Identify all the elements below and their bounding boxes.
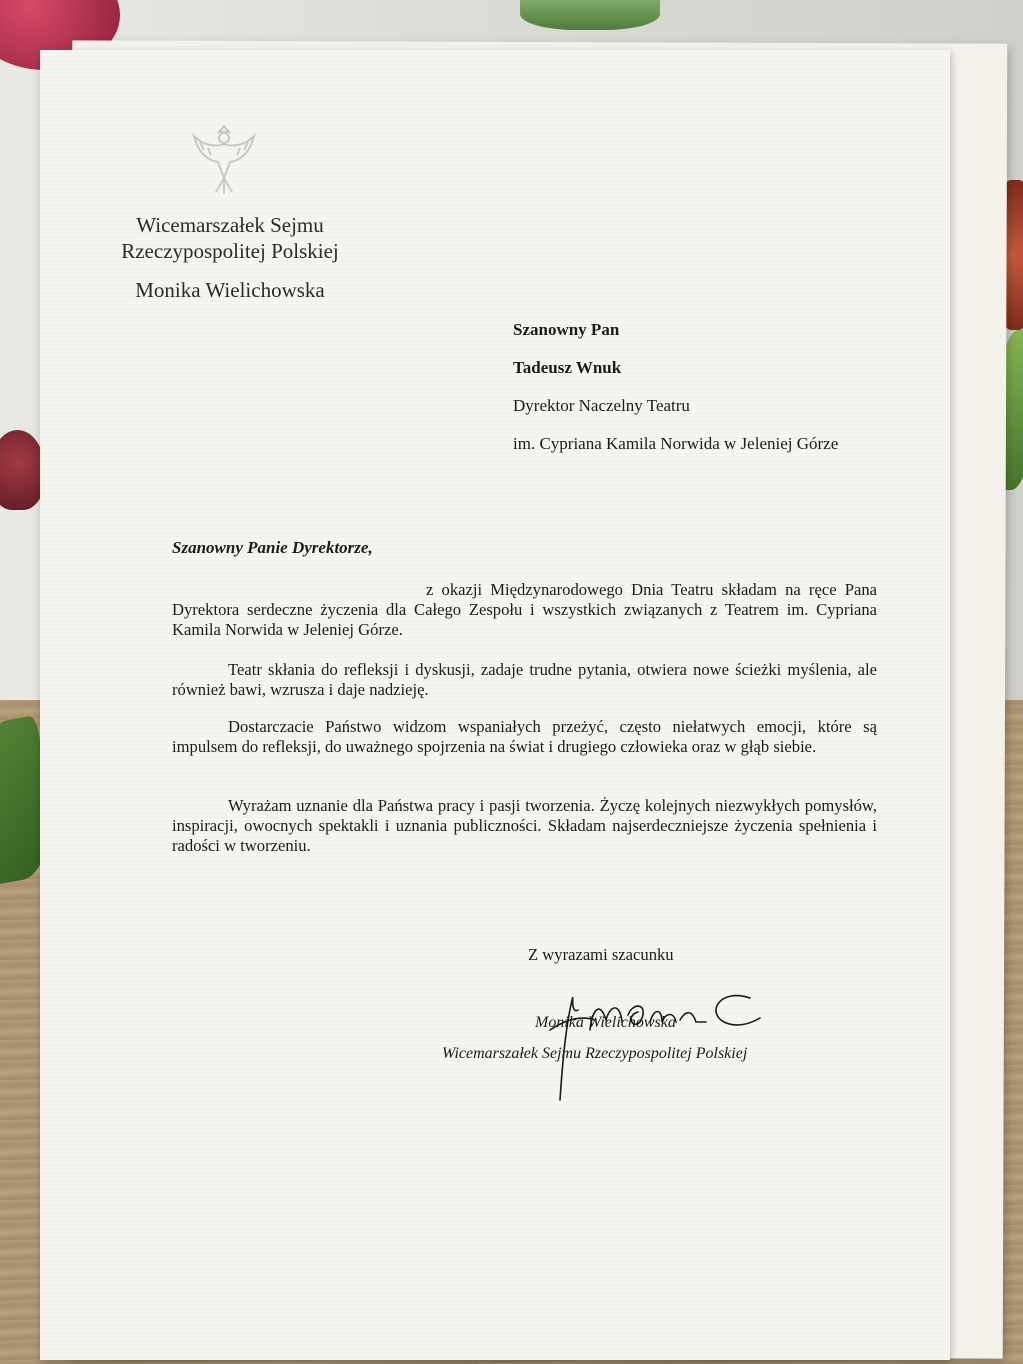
recipient-name: Tadeusz Wnuk bbox=[513, 358, 622, 377]
letter-paragraph: Teatr skłania do refleksji i dyskusji, zadaje trudne pytania, otwiera nowe ścieżki myślenia, ale również bawi, wzrusza i daje nadzieję. bbox=[172, 660, 877, 699]
letterhead-office: Wicemarszałek Sejmu bbox=[136, 213, 324, 237]
letter-paragraph: z okazji Międzynarodowego Dnia Teatru składam na ręce Pana Dyrektora serdeczne życzenia dla Całego Zespołu i wszystkich związanych z Teatrem im. Cypriana Kamila Norwida w Jeleniej Górze. bbox=[172, 580, 877, 639]
leaf-stem bbox=[520, 0, 660, 30]
recipient-position: Dyrektor Naczelny Teatru bbox=[513, 396, 690, 415]
signer-title: Wicemarszałek Sejmu Rzeczypospolitej Polskiej bbox=[442, 1045, 748, 1062]
recipient-salutation: Szanowny Pan bbox=[513, 320, 620, 339]
white-eagle-emblem-icon bbox=[188, 118, 260, 198]
letter-closing: Z wyrazami szacunku bbox=[528, 945, 674, 964]
letterhead-name: Monika Wielichowska bbox=[135, 278, 325, 302]
letter-paragraph: Wyrażam uznanie dla Państwa pracy i pasji tworzenia. Życzę kolejnych niezwykłych pomysłów, inspiracji, owocnych spektakli i uznania publiczności. Składam najserdeczniejsze życzenia spełnienia i radości w tworzeniu. bbox=[172, 796, 877, 855]
letter-paragraph: Dostarczacie Państwo widzom wspaniałych przeżyć, często niełatwych emocji, które są impulsem do refleksji, do uważnego spojrzenia na świat i drugiego człowieka oraz w głąb siebie. bbox=[172, 717, 877, 756]
letterhead-country: Rzeczypospolitej Polskiej bbox=[121, 239, 339, 263]
recipient-institution: im. Cypriana Kamila Norwida w Jeleniej Górze bbox=[513, 434, 839, 453]
letter-paper bbox=[40, 50, 950, 1360]
handwritten-signature bbox=[510, 960, 770, 1110]
signer-name: Monika Wielichowska bbox=[535, 1014, 676, 1031]
letter-greeting: Szanowny Panie Dyrektorze, bbox=[172, 538, 373, 557]
